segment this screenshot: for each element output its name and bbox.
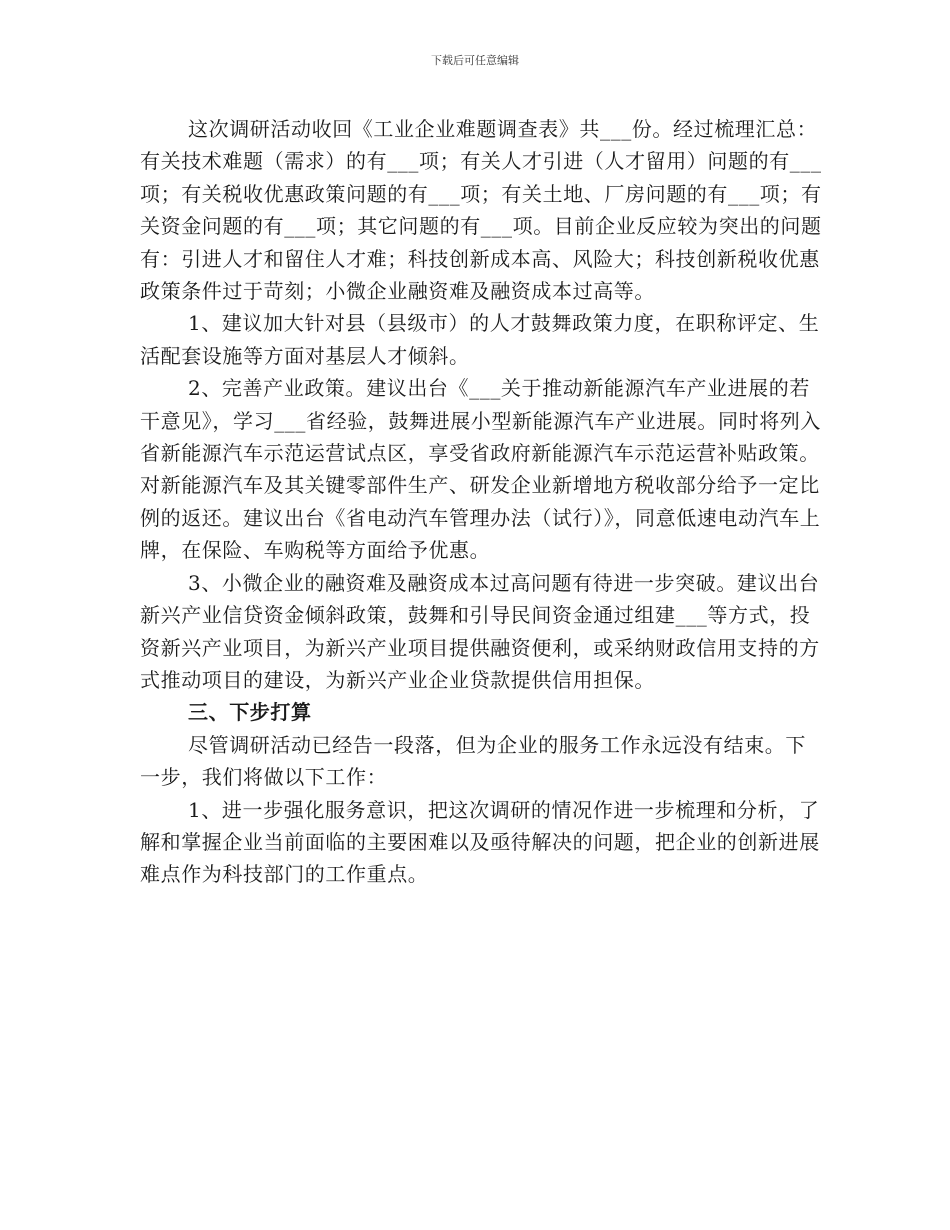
paragraph-survey-summary: 这次调研活动收回《工业企业难题调查表》共___份。经过梳理汇总：有关技术难题（需求）的有___项；有关人才引进（人才留用）问题的有___项；有关税收优惠政策问题的有___项；有关土地、厂房问题的有___项；有关资金问题的有___项；其它问题的有___项。目前企业反应较为突出的问题有：引进人才和留住人才难；科技创新成本高、风险大；科技创新税收优惠政策条件过于苛刻；小微企业融资难及融资成本过高等。 xyxy=(140,117,822,304)
page-header: 下载后可任意编辑 xyxy=(431,54,519,67)
document-body xyxy=(140,113,822,891)
paragraph-industry-policy: 2、完善产业政策。建议出台《___关于推动新能源汽车产业进展的若干意见》，学习___省经验，鼓舞进展小型新能源汽车产业进展。同时将列入省新能源汽车示范运营试点区，享受省政府新能源汽车示范运营补贴政策。对新能源汽车及其关键零部件生产、研发企业新增地方税收部分给予一定比例的返还。建议出台《省电动汽车管理办法（试行）》，同意低速电动汽车上牌，在保险、车购税等方面给予优惠。 xyxy=(140,376,821,563)
paragraph-next-intro: 尽管调研活动已经告一段落，但为企业的服务工作永远没有结束。下一步，我们将做以下工作： xyxy=(140,732,806,790)
paragraph-financing: 3、小微企业的融资难及融资成本过高问题有待进一步突破。建议出台新兴产业信贷资金倾斜政策，鼓舞和引导民间资金通过组建___等方式，投资新兴产业项目，为新兴产业项目提供融资便利，或采纳财政信用支持的方式推动项目的建设，为新兴产业企业贷款提供信用担保。 xyxy=(140,570,820,692)
section-heading-next-steps: 三、下步打算 xyxy=(188,700,312,725)
paragraph-talent-policy: 1、建议加大针对县（县级市）的人才鼓舞政策力度，在职称评定、生活配套设施等方面对基层人才倾斜。 xyxy=(140,311,820,368)
paragraph-next-item-1: 1、进一步强化服务意识，把这次调研的情况作进一步梳理和分析，了解和掌握企业当前面临的主要困难以及亟待解决的问题，把企业的创新进展难点作为科技部门的工作重点。 xyxy=(140,797,820,887)
